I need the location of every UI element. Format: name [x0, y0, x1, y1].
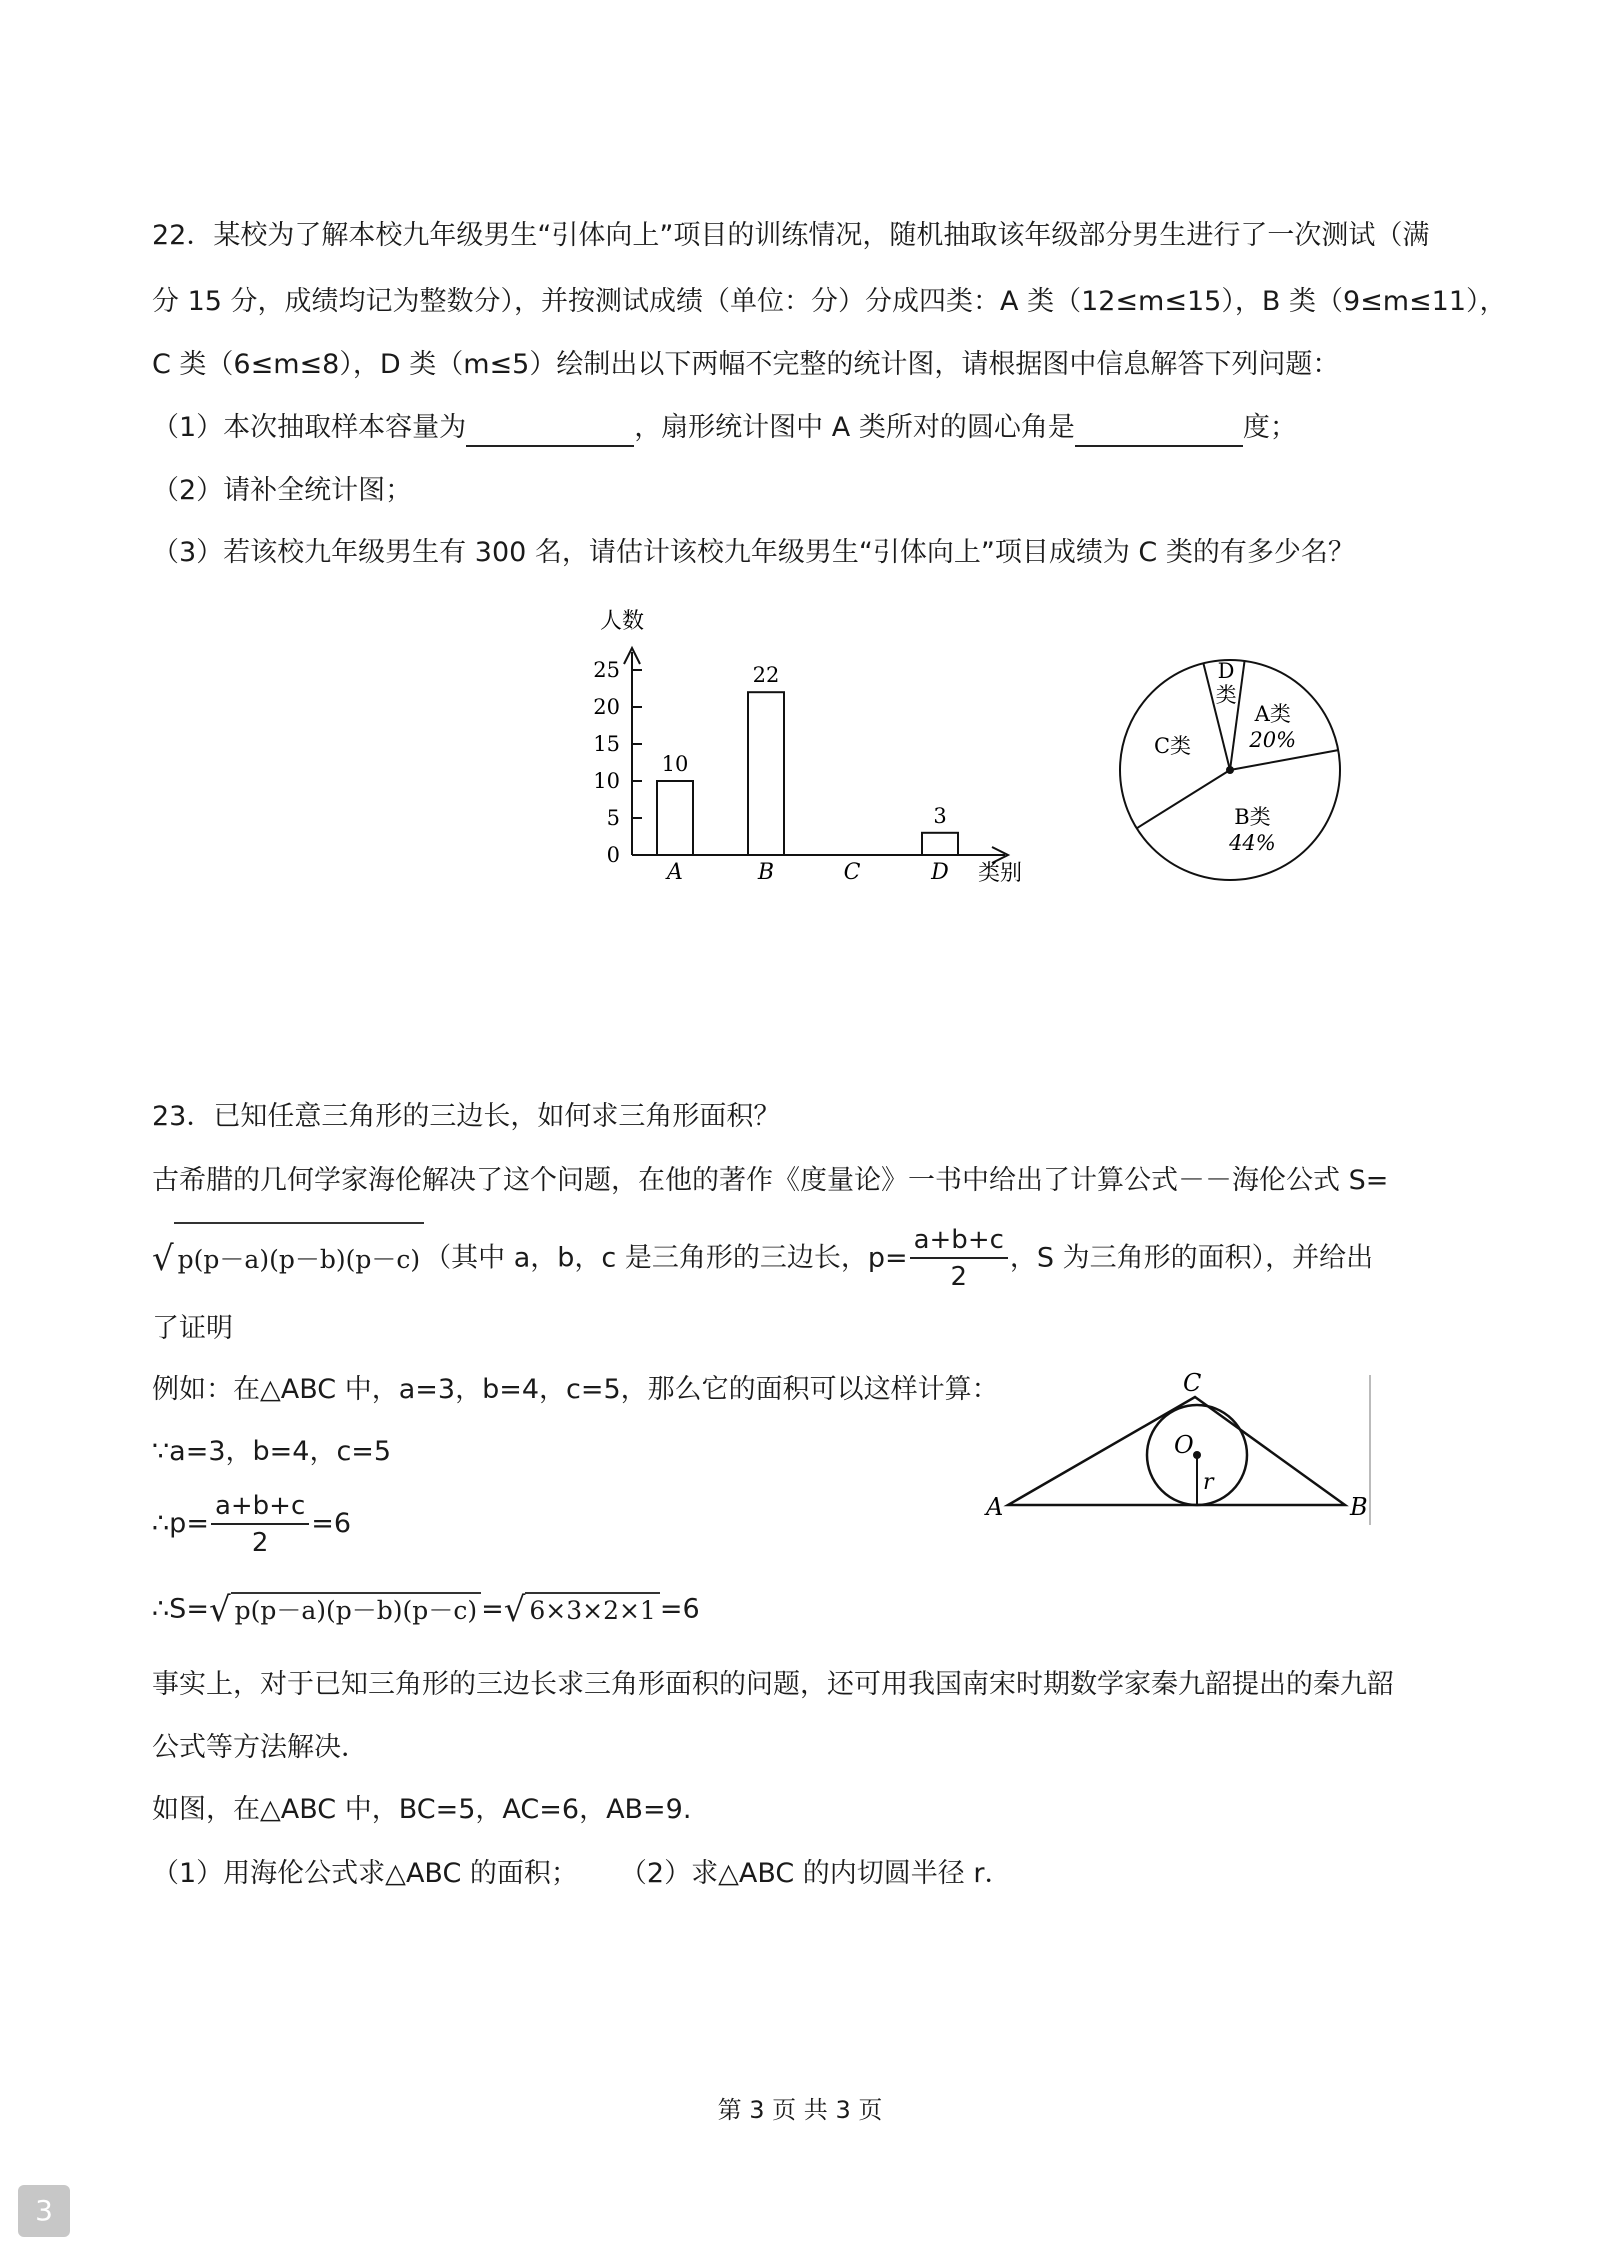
vertex-label-b: B: [1350, 1493, 1368, 1521]
q23-where-a: （其中 a，b，c 是三角形的三边长，p=: [424, 1242, 908, 1274]
q22-line1: 22．某校为了解本校九年级男生“引体向上”项目的训练情况，随机抽取该年级部分男生进行了一次测试（满: [152, 220, 1430, 251]
page-footer: 第 3 页 共 3 页: [717, 2096, 883, 2124]
x-tick-label-D: D: [931, 860, 949, 885]
x-tick-label-C: C: [843, 860, 861, 885]
q23-fact-line1: 事实上，对于已知三角形的三边长求三角形面积的问题，还可用我国南宋时期数学家秦九韶提出的秦九韶: [152, 1669, 1394, 1700]
heron-radicand: p(p－a)(p－b)(p－c): [174, 1222, 424, 1296]
s-result: =6: [659, 1593, 700, 1625]
vertex-label-a: A: [986, 1493, 1004, 1521]
q23-given: 如图，在△ABC 中，BC=5，AC=6，AB=9.: [152, 1794, 692, 1825]
q23-intro: 古希腊的几何学家海伦解决了这个问题，在他的著作《度量论》一书中给出了计算公式－－海伦公式 S=: [152, 1165, 1389, 1196]
example-radicand-1: p(p－a)(p－b)(p－c): [231, 1592, 481, 1628]
example-radicand-2: 6×3×2×1: [525, 1592, 659, 1628]
equals-sign: =: [481, 1593, 504, 1625]
radius-label-r: r: [1203, 1470, 1214, 1495]
p-fraction: [910, 1223, 1008, 1295]
x-tick-label-B: B: [757, 860, 775, 885]
y-tick-label: 5: [606, 806, 620, 830]
page-number-badge[interactable]: 3: [18, 2185, 70, 2237]
q23-because: ∵a=3，b=4，c=5: [152, 1436, 392, 1467]
p-denominator: 2: [950, 1262, 968, 1292]
example-p-fraction: [211, 1489, 309, 1561]
bar-D: [922, 833, 958, 855]
center-label-o: O: [1174, 1431, 1194, 1459]
pie-label-B类: B类 44%: [1229, 804, 1276, 855]
y-axis-label: 人数: [600, 609, 645, 634]
x-axis-label: 类别: [978, 861, 1023, 886]
pie-label-D类: D 类: [1215, 659, 1237, 708]
vertex-label-c: C: [1183, 1369, 1202, 1397]
y-tick-label: 25: [593, 658, 620, 682]
example-p-denominator: 2: [251, 1527, 269, 1558]
answer-blank-1[interactable]: [466, 411, 634, 447]
p-numerator: a+b+c: [910, 1223, 1008, 1259]
q23-title: 23．已知任意三角形的三边长，如何求三角形面积？: [152, 1101, 781, 1132]
q23-example: 例如：在△ABC 中，a=3，b=4，c=5，那么它的面积可以这样计算：: [152, 1374, 999, 1405]
q23-therefore-s: [152, 1592, 700, 1628]
q22-sub1-a: （1）本次抽取样本容量为: [152, 412, 467, 443]
example-p-numerator: a+b+c: [211, 1489, 309, 1525]
q22-sub3: （3）若该校九年级男生有 300 名，请估计该校九年级男生“引体向上”项目成绩为 C 类的有多少名？: [152, 537, 1355, 568]
q22-sub1-b: ，扇形统计图中 A 类所对的圆心角是: [634, 412, 1075, 443]
data-label-B: 22: [752, 663, 780, 688]
therefore-p-suffix: =6: [311, 1508, 352, 1539]
example-radical-1: √ p(p－a)(p－b)(p－c): [209, 1592, 481, 1628]
bar-chart: [580, 600, 1040, 890]
bar-A: [657, 781, 693, 855]
q22-sub2: （2）请补全统计图；: [152, 475, 413, 506]
q22-line2: 分 15 分，成绩均记为整数分），并按测试成绩（单位：分）分成四类：A 类（12≤m≤15），B 类（9≤m≤11），: [152, 286, 1507, 317]
q23-therefore-p: [152, 1488, 351, 1561]
q22-sub1: [152, 411, 1297, 447]
q22-sub1-c: 度；: [1242, 412, 1297, 443]
example-radical-2: √ 6×3×2×1: [504, 1592, 660, 1628]
answer-blank-2[interactable]: [1075, 411, 1243, 447]
pie-label-C类: C类: [1153, 733, 1192, 758]
q23-proof-tail: 了证明: [152, 1313, 233, 1344]
q23-sub1: （1）用海伦公式求△ABC 的面积；: [152, 1858, 578, 1889]
bar-B: [748, 692, 784, 855]
q22-line3: C 类（6≤m≤8），D 类（m≤5）绘制出以下两幅不完整的统计图，请根据图中信息解答下列问题：: [152, 349, 1340, 380]
q23-sub2: （2）求△ABC 的内切圆半径 r．: [619, 1858, 1012, 1889]
pie-label-A类: A类 20%: [1249, 702, 1297, 753]
data-label-A: 10: [661, 752, 689, 776]
therefore-p-prefix: ∴p=: [152, 1508, 209, 1539]
data-label-D: 3: [933, 803, 947, 828]
q23-formula-line: [152, 1222, 1373, 1296]
q23-fact-line2: 公式等方法解决．: [152, 1732, 368, 1763]
heron-formula-radical: √ p(p－a)(p－b)(p－c): [152, 1222, 424, 1296]
q23-where-b: ，S 为三角形的面积），并给出: [1009, 1242, 1374, 1274]
y-tick-label: 20: [593, 695, 620, 719]
pie-center: [1226, 766, 1234, 774]
x-tick-label-A: A: [667, 860, 683, 885]
y-tick-label: 0: [606, 843, 620, 867]
y-tick-label: 15: [593, 732, 620, 756]
triangle-incircle-figure: [980, 1365, 1400, 1565]
y-tick-label: 10: [593, 769, 620, 793]
pie-chart: [1105, 645, 1355, 895]
therefore-s-prefix: ∴S=: [152, 1593, 209, 1625]
q23-subquestions: [152, 1857, 1012, 1891]
